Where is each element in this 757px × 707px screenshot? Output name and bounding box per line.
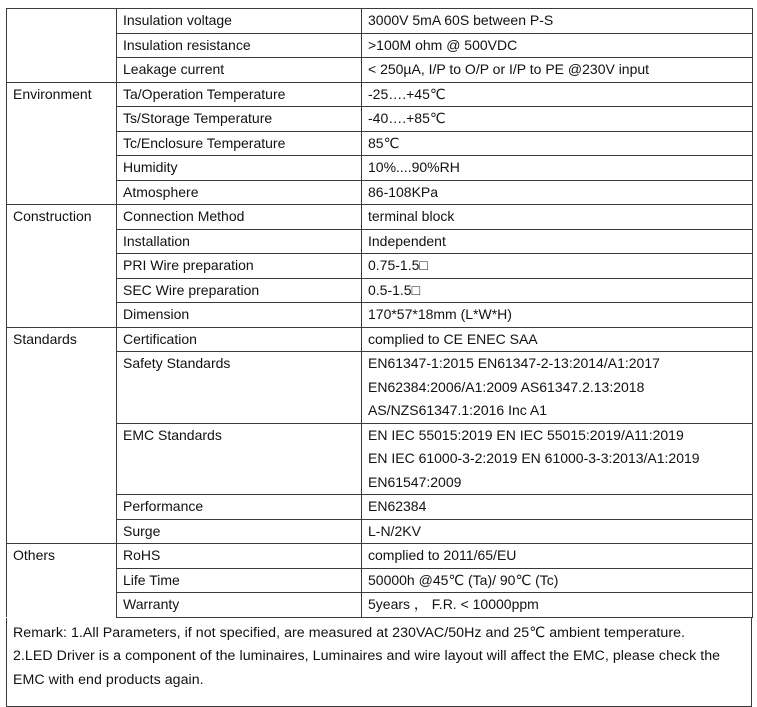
table-row — [7, 9, 753, 34]
value-line: L-N/2KV — [368, 520, 752, 544]
table-row — [7, 205, 753, 230]
item-label: Dimension — [117, 303, 362, 328]
item-value — [362, 327, 753, 352]
remark-line-3: EMC with end products again. — [13, 669, 751, 693]
table-row — [7, 568, 753, 593]
spec-table-container — [6, 8, 752, 707]
value-line: 86-108KPa — [368, 181, 752, 205]
item-label: Humidity — [117, 156, 362, 181]
value-line: terminal block — [368, 205, 752, 229]
group-label — [7, 593, 117, 618]
table-row — [7, 107, 753, 132]
table-row — [7, 131, 753, 156]
value-line: EN IEC 61000-3-2:2019 EN 61000-3-3:2013/A1:2019 — [368, 447, 752, 471]
value-line: 85℃ — [368, 132, 752, 156]
item-value — [362, 131, 753, 156]
group-label — [7, 568, 117, 593]
item-label: Connection Method — [117, 205, 362, 230]
remark-line-2: 2.LED Driver is a component of the luminaires, Luminaires and wire layout will affect the EMC, please check the — [13, 645, 751, 669]
item-value — [362, 229, 753, 254]
item-value — [362, 519, 753, 544]
group-label — [7, 495, 117, 520]
group-label — [7, 423, 117, 495]
table-row — [7, 58, 753, 83]
table-row — [7, 278, 753, 303]
table-row — [7, 352, 753, 424]
value-line: 170*57*18mm (L*W*H) — [368, 303, 752, 327]
value-line: 0.5-1.5□ — [368, 279, 752, 303]
table-row — [7, 156, 753, 181]
value-line: 0.75-1.5□ — [368, 254, 752, 278]
item-value — [362, 423, 753, 495]
value-line: EN62384 — [368, 495, 752, 519]
value-line: EN61347-1:2015 EN61347-2-13:2014/A1:2017 — [368, 352, 752, 376]
table-row — [7, 254, 753, 279]
table-row — [7, 423, 753, 495]
item-value — [362, 254, 753, 279]
item-label: Certification — [117, 327, 362, 352]
item-value — [362, 568, 753, 593]
table-row — [7, 495, 753, 520]
group-label — [7, 519, 117, 544]
group-label — [7, 352, 117, 424]
group-label: Construction — [7, 205, 117, 230]
item-label: Installation — [117, 229, 362, 254]
item-value — [362, 9, 753, 34]
item-label: SEC Wire preparation — [117, 278, 362, 303]
item-label: Tc/Enclosure Temperature — [117, 131, 362, 156]
group-label: Standards — [7, 327, 117, 352]
remark-section — [6, 618, 752, 707]
value-line: < 250µA, I/P to O/P or I/P to PE @230V input — [368, 58, 752, 82]
table-row — [7, 33, 753, 58]
item-label: Atmosphere — [117, 180, 362, 205]
value-line: EN62384:2006/A1:2009 AS61347.2.13:2018 — [368, 376, 752, 400]
item-label: Performance — [117, 495, 362, 520]
item-label: Ts/Storage Temperature — [117, 107, 362, 132]
item-label: Insulation voltage — [117, 9, 362, 34]
group-label — [7, 131, 117, 156]
table-row — [7, 327, 753, 352]
item-value — [362, 156, 753, 181]
item-label: Warranty — [117, 593, 362, 618]
value-line: EN61547:2009 — [368, 471, 752, 495]
item-value — [362, 58, 753, 83]
item-label: EMC Standards — [117, 423, 362, 495]
remark-line-1: Remark: 1.All Parameters, if not specified, are measured at 230VAC/50Hz and 25℃ ambient temperature. — [13, 622, 751, 646]
item-label: PRI Wire preparation — [117, 254, 362, 279]
value-line: 10%....90%RH — [368, 156, 752, 180]
value-line: 5years ， F.R. < 10000ppm — [368, 593, 752, 617]
item-label: Safety Standards — [117, 352, 362, 424]
group-label — [7, 9, 117, 34]
group-label — [7, 229, 117, 254]
value-line: -40….+85℃ — [368, 107, 752, 131]
item-value — [362, 180, 753, 205]
value-line: >100M ohm @ 500VDC — [368, 34, 752, 58]
table-row — [7, 180, 753, 205]
item-value — [362, 82, 753, 107]
value-line: complied to 2011/65/EU — [368, 544, 752, 568]
table-row — [7, 229, 753, 254]
spec-table — [6, 8, 753, 618]
item-value — [362, 495, 753, 520]
table-row — [7, 544, 753, 569]
group-label — [7, 156, 117, 181]
item-value — [362, 544, 753, 569]
group-label: Others — [7, 544, 117, 569]
table-row — [7, 82, 753, 107]
group-label — [7, 58, 117, 83]
value-line: 3000V 5mA 60S between P-S — [368, 9, 752, 33]
item-label: Leakage current — [117, 58, 362, 83]
value-line: 50000h @45℃ (Ta)/ 90℃ (Tc) — [368, 569, 752, 593]
value-line: -25….+45℃ — [368, 83, 752, 107]
item-value — [362, 205, 753, 230]
group-label — [7, 107, 117, 132]
group-label — [7, 33, 117, 58]
group-label — [7, 303, 117, 328]
group-label — [7, 180, 117, 205]
item-value — [362, 303, 753, 328]
table-row — [7, 593, 753, 618]
item-label: Surge — [117, 519, 362, 544]
value-line: complied to CE ENEC SAA — [368, 328, 752, 352]
group-label — [7, 278, 117, 303]
item-value — [362, 593, 753, 618]
item-value — [362, 107, 753, 132]
value-line: EN IEC 55015:2019 EN IEC 55015:2019/A11:2019 — [368, 424, 752, 448]
table-row — [7, 519, 753, 544]
group-label — [7, 254, 117, 279]
item-label: Life Time — [117, 568, 362, 593]
item-value — [362, 33, 753, 58]
item-value — [362, 278, 753, 303]
group-label: Environment — [7, 82, 117, 107]
item-label: Ta/Operation Temperature — [117, 82, 362, 107]
value-line: Independent — [368, 230, 752, 254]
value-line: AS/NZS61347.1:2016 Inc A1 — [368, 399, 752, 423]
item-label: Insulation resistance — [117, 33, 362, 58]
table-row — [7, 303, 753, 328]
item-label: RoHS — [117, 544, 362, 569]
item-value — [362, 352, 753, 424]
